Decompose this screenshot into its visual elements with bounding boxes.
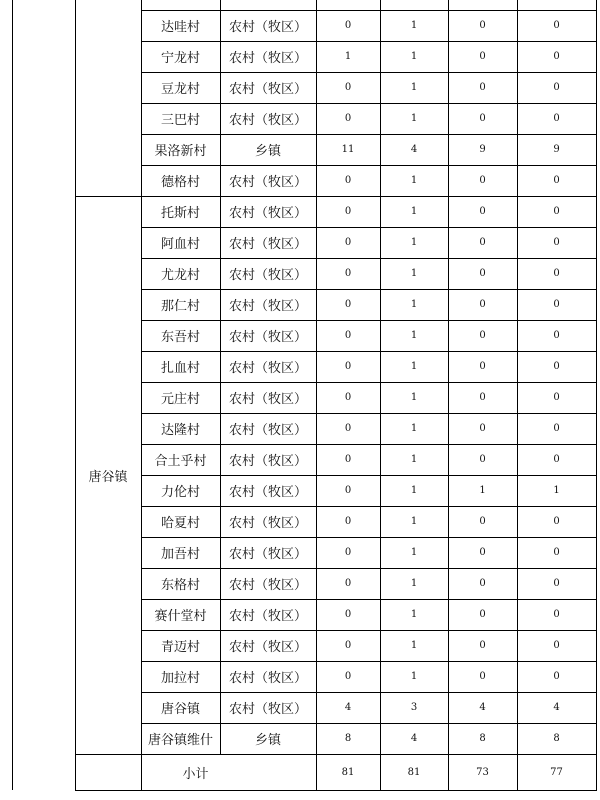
value-cell: 1 xyxy=(410,578,418,589)
area-type-cell: 农村（牧区） xyxy=(228,454,307,469)
value-cell: 0 xyxy=(344,609,352,620)
village-cell: 唐谷镇 xyxy=(160,702,200,717)
village-cell: 达哇村 xyxy=(160,20,200,35)
area-type-cell: 农村（牧区） xyxy=(228,609,307,624)
value-cell: 0 xyxy=(479,671,486,682)
area-type-cell: 农村（牧区） xyxy=(228,516,307,531)
value-cell: 0 xyxy=(344,485,352,496)
value-cell: 0 xyxy=(553,454,560,465)
value-cell: 1 xyxy=(410,175,418,186)
value-cell: 0 xyxy=(479,330,486,341)
village-cell: 托斯村 xyxy=(160,206,200,221)
value-cell: 0 xyxy=(479,113,486,124)
value-cell: 0 xyxy=(479,299,486,310)
village-cell: 唐谷镇维什 xyxy=(147,733,213,748)
town-name-cell: 唐谷镇 xyxy=(88,469,128,485)
area-type-cell: 农村（牧区） xyxy=(228,392,307,407)
value-cell: 0 xyxy=(344,361,352,372)
area-type-cell: 农村（牧区） xyxy=(228,640,307,655)
area-type-cell: 农村（牧区） xyxy=(228,361,307,376)
value-cell: 0 xyxy=(479,516,486,527)
value-cell: 1 xyxy=(410,671,418,682)
value-cell: 1 xyxy=(410,237,418,248)
area-type-cell: 农村（牧区） xyxy=(228,175,307,190)
value-cell: 1 xyxy=(410,423,418,434)
value-cell: 0 xyxy=(344,268,352,279)
value-cell: 0 xyxy=(553,299,560,310)
table-left-border xyxy=(12,0,13,790)
value-cell: 0 xyxy=(479,392,486,403)
value-cell: 0 xyxy=(344,113,352,124)
value-cell: 8 xyxy=(479,733,486,744)
value-cell: 1 xyxy=(344,51,352,62)
value-cell: 0 xyxy=(479,454,486,465)
area-type-cell: 农村（牧区） xyxy=(228,82,307,97)
value-cell: 1 xyxy=(410,51,418,62)
value-cell: 0 xyxy=(344,392,352,403)
value-cell: 0 xyxy=(553,392,560,403)
value-cell: 1 xyxy=(553,485,560,496)
value-cell: 0 xyxy=(479,175,486,186)
value-cell: 0 xyxy=(553,547,560,558)
village-cell: 青迈村 xyxy=(160,640,200,655)
value-cell: 0 xyxy=(344,237,352,248)
value-cell: 0 xyxy=(553,423,560,434)
village-cell: 达隆村 xyxy=(160,423,200,438)
value-cell: 0 xyxy=(344,206,352,217)
value-cell: 0 xyxy=(553,82,560,93)
village-cell: 赛什堂村 xyxy=(154,609,207,624)
area-type-cell: 农村（牧区） xyxy=(228,485,307,500)
value-cell: 0 xyxy=(553,237,560,248)
subtotal-value: 77 xyxy=(550,766,563,778)
value-cell: 4 xyxy=(344,702,352,713)
area-type-cell: 农村（牧区） xyxy=(228,702,307,717)
value-cell: 4 xyxy=(410,733,418,744)
value-cell: 0 xyxy=(344,454,352,465)
value-cell: 0 xyxy=(553,671,560,682)
value-cell: 0 xyxy=(479,609,486,620)
value-cell: 0 xyxy=(553,51,560,62)
village-cell: 三巴村 xyxy=(160,113,200,128)
area-type-cell: 农村（牧区） xyxy=(228,268,307,283)
value-cell: 0 xyxy=(553,578,560,589)
value-cell: 1 xyxy=(410,206,418,217)
village-cell: 力伦村 xyxy=(160,485,200,500)
value-cell: 3 xyxy=(410,702,418,713)
value-cell: 0 xyxy=(553,330,560,341)
value-cell: 9 xyxy=(553,144,560,155)
value-cell: 0 xyxy=(344,299,352,310)
value-cell: 0 xyxy=(479,268,486,279)
value-cell: 8 xyxy=(553,733,560,744)
village-cell: 东格村 xyxy=(160,578,200,593)
value-cell: 4 xyxy=(479,702,486,713)
value-cell: 0 xyxy=(344,578,352,589)
value-cell: 0 xyxy=(344,20,352,31)
value-cell: 8 xyxy=(344,733,352,744)
value-cell: 1 xyxy=(410,268,418,279)
value-cell: 0 xyxy=(553,609,560,620)
village-cell: 加拉村 xyxy=(160,671,200,686)
value-cell: 0 xyxy=(553,175,560,186)
subtotal-value: 81 xyxy=(407,766,421,778)
village-cell: 尤龙村 xyxy=(160,268,200,283)
value-cell: 0 xyxy=(344,82,352,93)
subtotal-value: 73 xyxy=(476,766,489,778)
value-cell: 0 xyxy=(479,51,486,62)
value-cell: 0 xyxy=(479,423,486,434)
village-cell: 东吾村 xyxy=(160,330,200,345)
area-type-cell: 农村（牧区） xyxy=(228,330,307,345)
value-cell: 1 xyxy=(410,82,418,93)
value-cell: 0 xyxy=(479,640,486,651)
area-type-cell: 农村（牧区） xyxy=(228,423,307,438)
area-type-cell: 农村（牧区） xyxy=(228,20,307,35)
value-cell: 0 xyxy=(479,361,486,372)
value-cell: 0 xyxy=(553,361,560,372)
value-cell: 1 xyxy=(410,547,418,558)
value-cell: 0 xyxy=(479,578,486,589)
value-cell: 0 xyxy=(344,423,352,434)
value-cell: 1 xyxy=(410,361,418,372)
village-cell: 豆龙村 xyxy=(160,82,200,97)
area-type-cell: 农村（牧区） xyxy=(228,299,307,314)
village-cell: 德格村 xyxy=(160,175,200,190)
value-cell: 1 xyxy=(410,330,418,341)
value-cell: 0 xyxy=(479,547,486,558)
value-cell: 1 xyxy=(410,516,418,527)
value-cell: 1 xyxy=(410,609,418,620)
value-cell: 0 xyxy=(344,516,352,527)
value-cell: 0 xyxy=(344,547,352,558)
area-type-cell: 农村（牧区） xyxy=(228,547,307,562)
area-type-cell: 农村（牧区） xyxy=(228,237,307,252)
value-cell: 0 xyxy=(344,640,352,651)
area-type-cell: 农村（牧区） xyxy=(228,671,307,686)
village-cell: 宁龙村 xyxy=(160,51,200,66)
village-cell: 加吾村 xyxy=(160,547,200,562)
value-cell: 0 xyxy=(553,113,560,124)
area-type-cell: 农村（牧区） xyxy=(228,578,307,593)
subtotal-label: 小计 xyxy=(182,766,209,782)
value-cell: 9 xyxy=(479,144,486,155)
value-cell: 0 xyxy=(553,516,560,527)
village-cell: 果洛新村 xyxy=(154,144,207,159)
value-cell: 1 xyxy=(410,485,418,496)
table-bottom-line xyxy=(75,790,597,791)
value-cell: 1 xyxy=(410,113,418,124)
value-cell: 0 xyxy=(479,20,486,31)
col-divider xyxy=(596,0,597,790)
value-cell: 0 xyxy=(344,330,352,341)
value-cell: 0 xyxy=(479,237,486,248)
village-cell: 扎血村 xyxy=(160,361,200,376)
area-type-cell: 农村（牧区） xyxy=(228,113,307,128)
value-cell: 0 xyxy=(553,268,560,279)
value-cell: 1 xyxy=(410,392,418,403)
village-cell: 那仁村 xyxy=(160,299,200,314)
value-cell: 0 xyxy=(479,82,486,93)
value-cell: 1 xyxy=(410,454,418,465)
value-cell: 1 xyxy=(410,640,418,651)
value-cell: 1 xyxy=(479,485,486,496)
value-cell: 1 xyxy=(410,20,418,31)
village-cell: 阿血村 xyxy=(160,237,200,252)
value-cell: 11 xyxy=(341,144,355,155)
village-cell: 合土乎村 xyxy=(154,454,207,469)
value-cell: 4 xyxy=(410,144,418,155)
area-type-cell: 农村（牧区） xyxy=(228,206,307,221)
value-cell: 4 xyxy=(553,702,560,713)
area-type-cell: 农村（牧区） xyxy=(228,51,307,66)
value-cell: 0 xyxy=(553,206,560,217)
value-cell: 0 xyxy=(479,206,486,217)
value-cell: 0 xyxy=(344,175,352,186)
value-cell: 0 xyxy=(553,20,560,31)
village-cell: 哈夏村 xyxy=(160,516,200,531)
subtotal-value: 81 xyxy=(341,766,355,778)
value-cell: 0 xyxy=(344,671,352,682)
village-cell: 元庄村 xyxy=(160,392,200,407)
area-type-cell: 乡镇 xyxy=(254,144,281,159)
value-cell: 0 xyxy=(553,640,560,651)
area-type-cell: 乡镇 xyxy=(254,733,281,748)
value-cell: 1 xyxy=(410,299,418,310)
